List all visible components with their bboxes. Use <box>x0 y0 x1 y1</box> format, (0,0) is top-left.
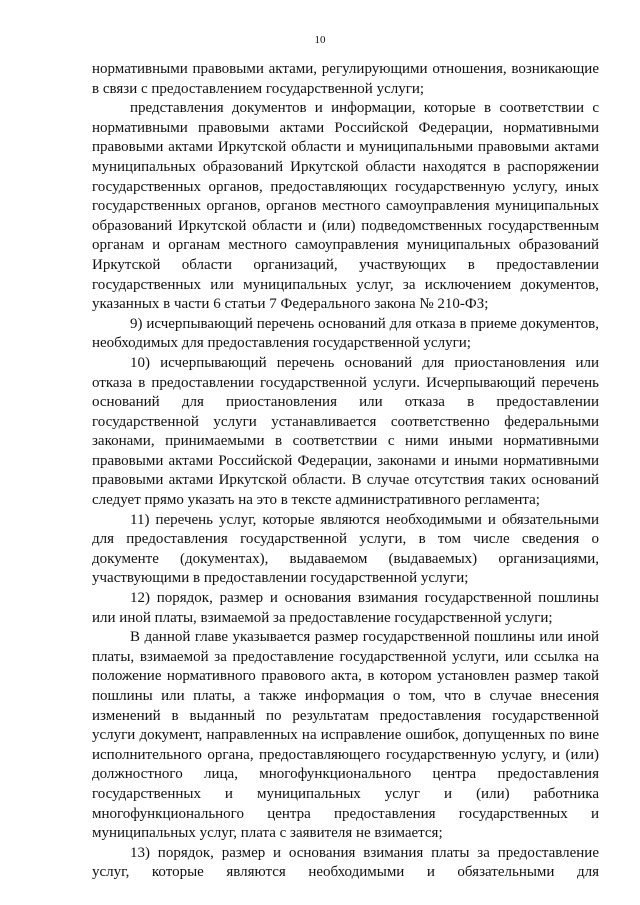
paragraph-fee-details: В данной главе указывается размер государственной пошлины или иной платы, взимаемой за предоставление государственной услуги, или ссылка на положение нормативного правового акта, в котором установлен размер такой пошлины или платы, а также информация о том, что в случае внесения изменений в выданный по результатам предоставления государственной услуги документ, направленных на исправление ошибок, допущенных по вине исполнительного органа, предоставляющего государственную услугу, и (или) должностного лица, многофункционального центра предоставления государственных и муниципальных услуг и (или) работника многофункционального центра предоставления государственных и муниципальных услуг, плата с заявителя не взимается; <box>92 629 599 842</box>
paragraph-item-11: 11) перечень услуг, которые являются необходимыми и обязательными для предоставления государственной услуги, в том числе сведения о документе (документах), выдаваемом (выдаваемых) организациями, участвующими в предоставлении государственной услуги; <box>92 511 599 587</box>
paragraph-continuation: нормативными правовыми актами, регулирующими отношения, возникающие в связи с предоставлением государственной услуги; <box>92 61 599 97</box>
page-number: 10 <box>314 34 326 46</box>
paragraph-item-9: 9) исчерпывающий перечень оснований для отказа в приеме документов, необходимых для предоставления государственной услуги; <box>92 315 599 352</box>
paragraph-item-13: 13) порядок, размер и основания взимания платы за предоставление услуг, которые являются необходимыми и обязательными для <box>92 844 599 881</box>
paragraph-item-12: 12) порядок, размер и основания взимания государственной пошлины или иной платы, взимаемой за предоставление государственной услуги; <box>92 590 599 626</box>
document-body <box>92 60 599 883</box>
paragraph-item-10: 10) исчерпывающий перечень оснований для приостановления или отказа в предоставлении государственной услуги. Исчерпывающий перечень оснований для приостановления или отказа в предоставлении государственной услуги устанавливается соответственно федеральными законами, принимаемыми в соответствии с ними иными нормативными правовыми актами Российской Федерации, законами и иными нормативными правовыми актами Иркутской области. В случае отсутствия таких оснований следует прямо указать на это в тексте административного регламента; <box>92 354 599 509</box>
paragraph-documents-info: представления документов и информации, которые в соответствии с нормативными правовыми актами Российской Федерации, нормативными правовыми актами Иркутской области и муниципальными правовыми актами муниципальных образований Иркутской области находятся в распоряжении государственных органов, предоставляющих государственную услугу, иных государственных органов, органов местного самоуправления муниципальных образований Иркутской области и (или) подведомственных государственным органам и органам местного самоуправления муниципальных образований Иркутской области организаций, участвующих в предоставлении государственных или муниципальных услуг, за исключением документов, указанных в части 6 статьи 7 Федерального закона № 210-ФЗ; <box>92 100 599 313</box>
